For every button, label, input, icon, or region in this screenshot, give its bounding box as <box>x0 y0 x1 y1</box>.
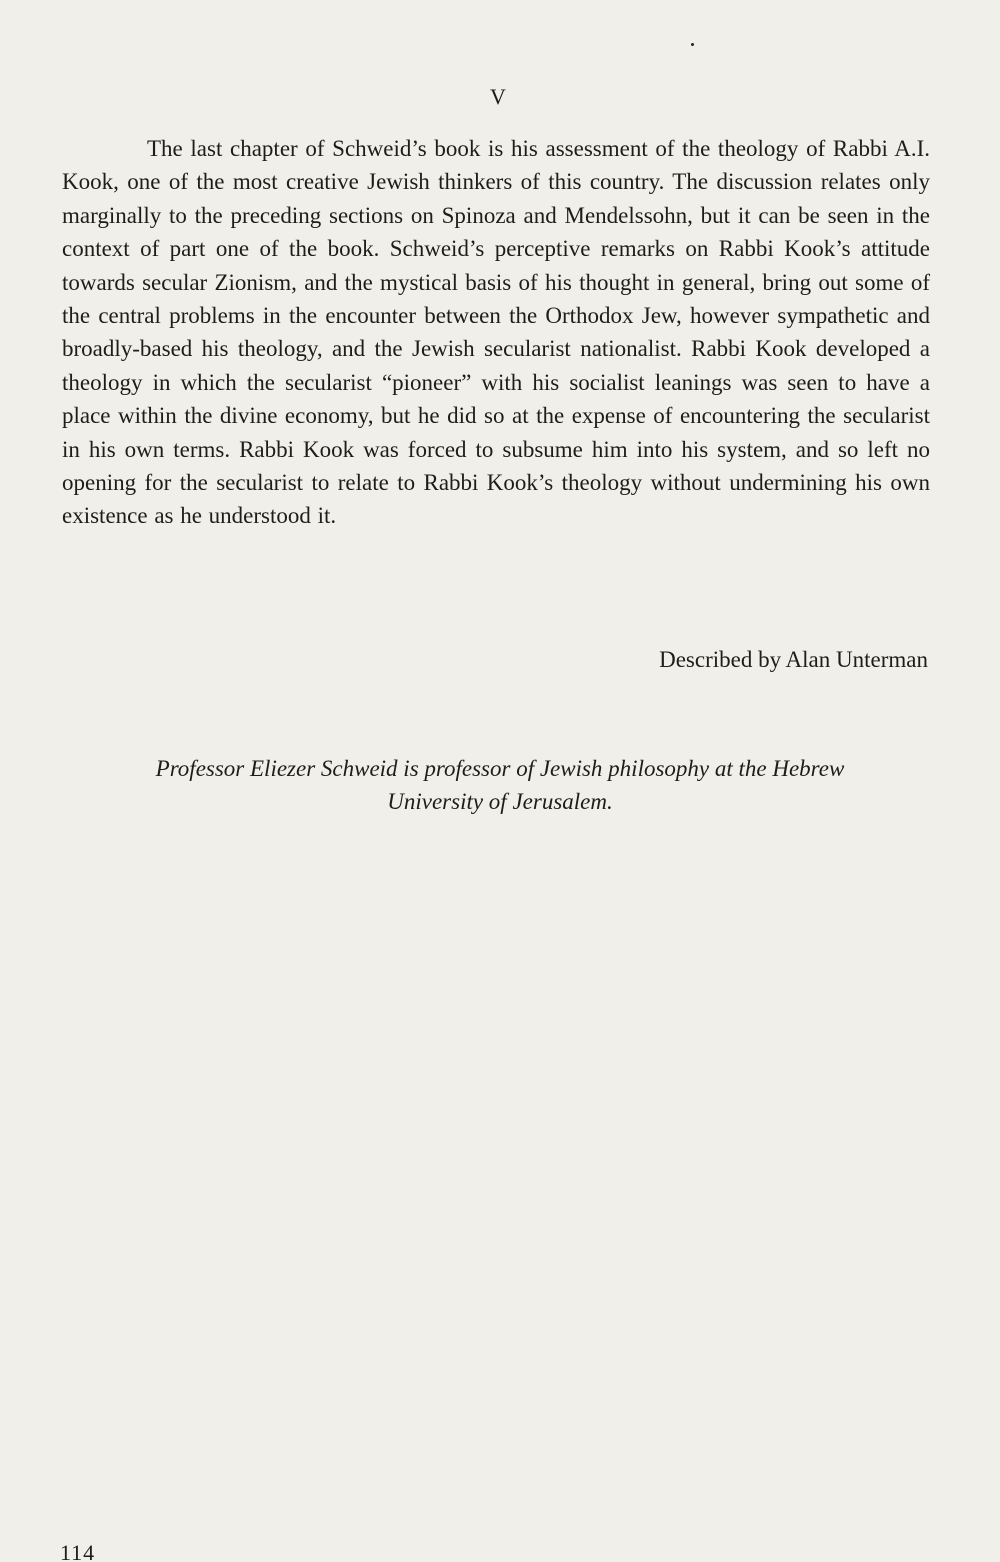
section-heading: V <box>490 84 507 109</box>
page-number: 114 <box>60 1540 96 1562</box>
ink-speck <box>691 43 694 46</box>
reviewer-credit: Described by Alan Unterman <box>659 647 928 672</box>
author-note: Professor Eliezer Schweid is professor of Jewish philosophy at the Hebrew University of Jerusalem. <box>155 756 845 814</box>
review-body-paragraph: The last chapter of Schweid’s book is his assessment of the theology of Rabbi A.I. Kook, one of the most creative Jewish thinkers of this country. The discussion relates only marginally to the preceding sections on Spinoza and Mendelssohn, but it can be seen in the context of part one of the book. Schweid’s perceptive remarks on Rabbi Kook’s attitude towards secular Zionism, and the mystical basis of his thought in general, bring out some of the central problems in the encounter between the Orthodox Jew, however sympathetic and broadly-based his theology, and the Jewish secularist nationalist. Rabbi Kook developed a theology in which the secularist “pioneer” with his socialist leanings was seen to have a place within the divine economy, but he did so at the expense of encountering the secularist in his own terms. Rabbi Kook was forced to subsume him into his system, and so left no opening for the secularist to relate to Rabbi Kook’s theology without undermining his own existence as he understood it. <box>62 136 930 529</box>
